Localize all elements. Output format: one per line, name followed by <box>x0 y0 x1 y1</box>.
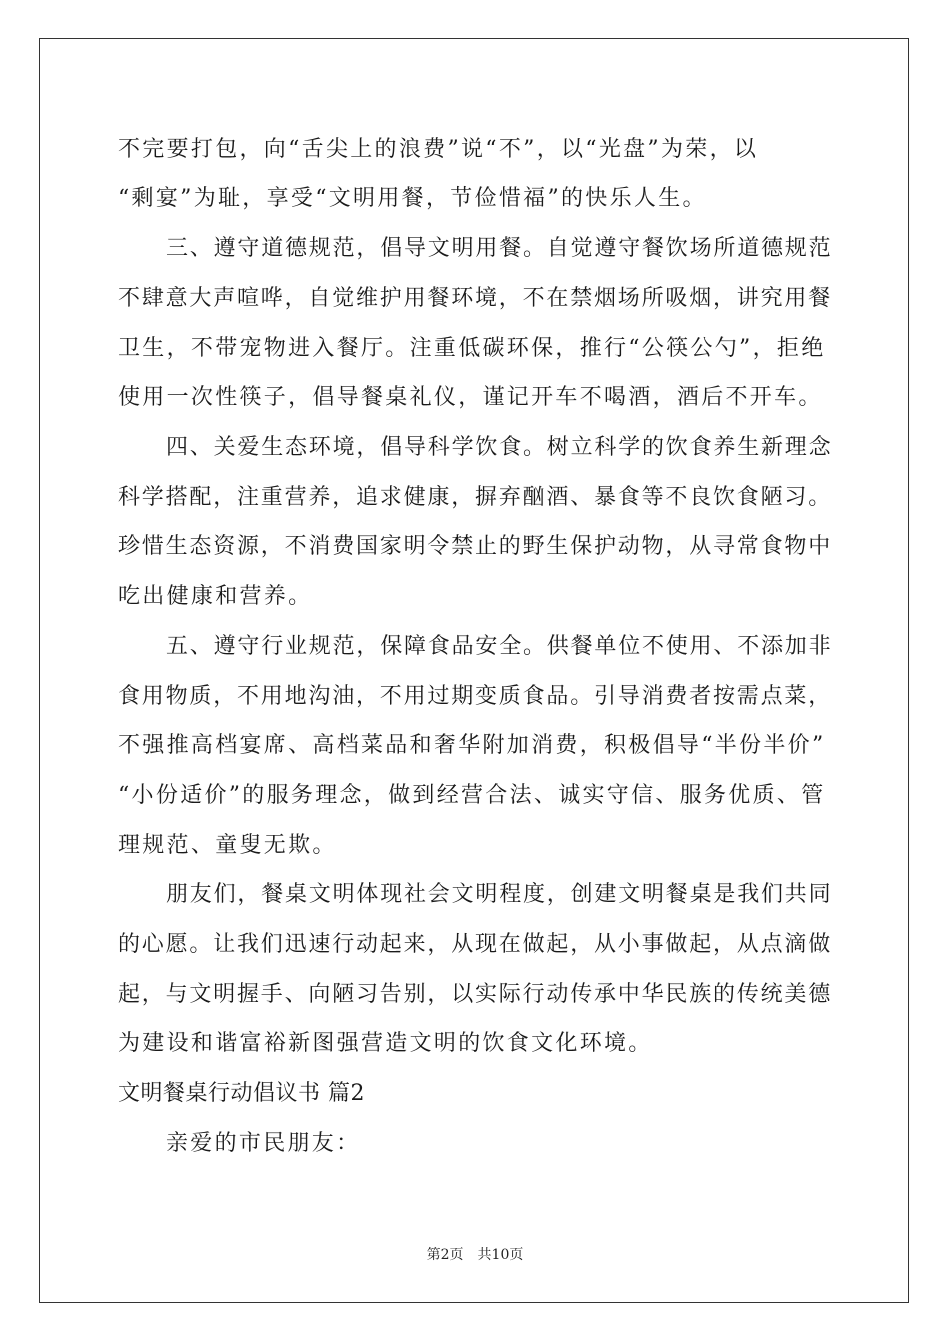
paragraph-line: 使用一次性筷子，倡导餐桌礼仪，谨记开车不喝酒，酒后不开车。 <box>118 385 823 410</box>
paragraph-line: 的心愿。让我们迅速行动起来，从现在做起，从小事做起，从点滴做 <box>118 932 833 957</box>
paragraph-line: 三、遵守道德规范，倡导文明用餐。自觉遵守餐饮场所道德规范 <box>166 236 833 261</box>
paragraph-line: 卫生，不带宠物进入餐厅。注重低碳环保，推行“公筷公勺”，拒绝 <box>118 336 826 361</box>
paragraph-line: 为建设和谐富裕新图强营造文明的饮食文化环境。 <box>118 1031 653 1056</box>
paragraph-line: 五、遵守行业规范，保障食品安全。供餐单位不使用、不添加非 <box>166 634 833 659</box>
paragraph-line: 四、关爱生态环境，倡导科学饮食。树立科学的饮食养生新理念 <box>166 435 833 460</box>
section-heading: 文明餐桌行动倡议书 篇2 <box>118 1081 365 1106</box>
paragraph-line: 不强推高档宴席、高档菜品和奢华附加消费，积极倡导“半份半价” <box>118 733 826 758</box>
paragraph-line: “小份适价”的服务理念，做到经营合法、诚实守信、服务优质、管 <box>118 783 826 808</box>
page-total: 共10页 <box>477 1247 524 1263</box>
paragraph-line: 珍惜生态资源，不消费国家明令禁止的野生保护动物，从寻常食物中 <box>118 534 833 559</box>
page-footer <box>0 1245 950 1265</box>
salutation: 亲爱的市民朋友： <box>166 1131 361 1156</box>
paragraph-line: “剩宴”为耻，享受“文明用餐，节俭惜福”的快乐人生。 <box>118 186 707 211</box>
page-border <box>39 38 909 1303</box>
page-number: 第2页 <box>426 1247 464 1263</box>
paragraph-line: 科学搭配，注重营养，追求健康，摒弃酗酒、暴食等不良饮食陋习。 <box>118 485 833 510</box>
paragraph-line: 理规范、童叟无欺。 <box>118 833 337 858</box>
paragraph-line: 不肆意大声喧哗，自觉维护用餐环境，不在禁烟场所吸烟，讲究用餐 <box>118 286 833 311</box>
paragraph-line: 起，与文明握手、向陋习告别，以实际行动传承中华民族的传统美德 <box>118 982 833 1007</box>
paragraph-line: 食用物质，不用地沟油，不用过期变质食品。引导消费者按需点菜， <box>118 684 833 709</box>
paragraph-line: 不完要打包，向“舌尖上的浪费”说“不”，以“光盘”为荣，以 <box>118 137 759 162</box>
paragraph-line: 吃出健康和营养。 <box>118 584 313 609</box>
paragraph-line: 朋友们，餐桌文明体现社会文明程度，创建文明餐桌是我们共同 <box>166 882 833 907</box>
